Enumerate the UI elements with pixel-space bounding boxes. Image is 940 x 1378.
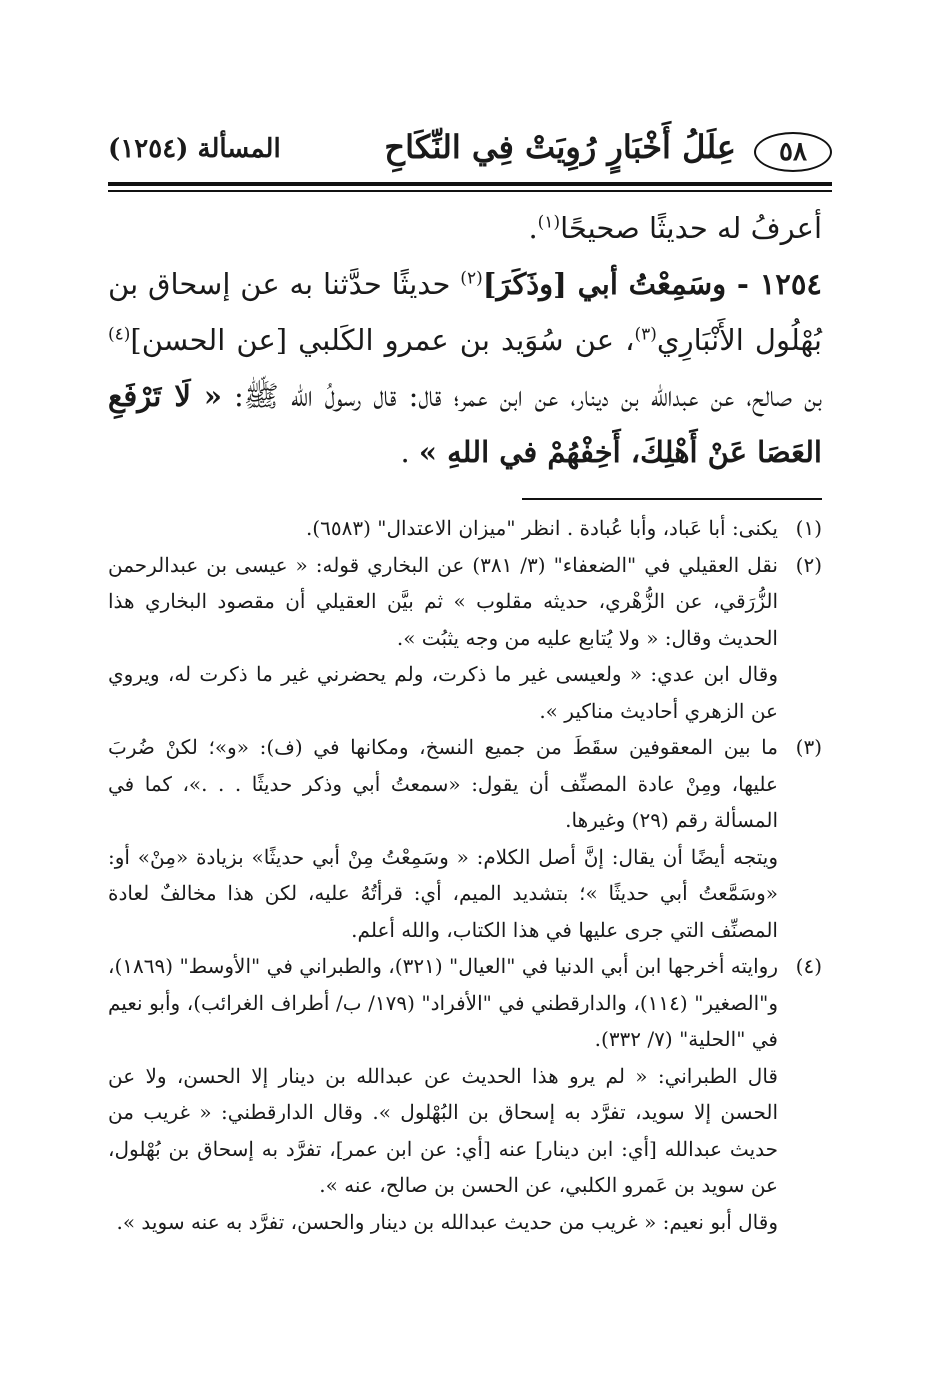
footnote-paragraph: يكنى: أبا عَباد، وأبا عُبادة . انظر "ميزان الاعتدال" (٦٥٨٣).	[305, 516, 778, 540]
footnote-paragraph: ما بين المعقوفين سقَطَ من جميع النسخ، ومكانها في (ف): «و»؛ لكنْ ضُربَ عليها، ومِنْ عادة المصنِّف أن يقول: «سمعتُ أبي وذكر حديثًا . . .»، كما في المسألة رقم (٢٩) وغيرها.	[108, 735, 778, 832]
issue-paragraph	[108, 256, 822, 480]
footnote-number: (١)	[795, 516, 822, 540]
footnote-ref-2: (٢)	[460, 268, 483, 289]
page-number: ٥٨	[779, 137, 807, 167]
hadith-text: « لَا تَرْفَعِ العَصَا عَنْ أَهْلِكَ، أَخِفْهُمْ في اللهِ »	[108, 379, 822, 469]
footnote-4	[108, 948, 822, 1240]
header-rule-thin	[108, 190, 832, 192]
header-rule-thick	[108, 182, 832, 186]
previous-issue-ending	[108, 200, 822, 256]
footnote-3	[108, 729, 822, 948]
footnote-1	[108, 510, 822, 547]
issue-text-1: حديثًا حدَّثنا به عن إسحاق بن بُهْلُول الأَنْبَارِي	[108, 267, 822, 357]
footnote-body	[108, 510, 778, 547]
previous-ending-text: أعرفُ له حديثًا صحيحًا	[560, 211, 822, 245]
issue-end: .	[400, 435, 419, 469]
footnote-paragraph: روايته أخرجها ابن أبي الدنيا في "العيال" (٣٢١)، والطبراني في "الأوسط" (١٨٦٩)، و"الصغير" (١١٤)، والدارقطني في "الأفراد" (١٧٩/ ب/ أطراف الغرائب)، وأبو نعيم في "الحلية" (٧/ ٣٣٢).	[108, 954, 779, 1051]
issue-lead: ١٢٥٤ - وسَمِعْتُ أبي [وذَكَرَ]	[482, 267, 822, 301]
issue-label: المسألة (١٢٥٤)	[108, 134, 281, 164]
footnote-paragraph: ويتجه أيضًا أن يقال: إنَّ أصل الكلام: « وسَمِعْتُ مِنْ أبي حديثًا» بزيادة «مِنْ» أو: «وسَمَّعتُ أبي حديثًا »؛ بتشديد الميم، أي: قرأتُهُ عليه، لكن هذا مخالفٌ لعادة المصنِّف التي جرى عليها في هذا الكتاب، والله أعلم.	[108, 844, 778, 942]
issue-text-3: بن صالح، عن عبدالله بن دينار، عن ابن عمر؛ قال: قال رسولُ الله ﷺ:	[221, 379, 822, 413]
book-title: عِلَلُ أَخْبَارٍ رُوِيَتْ فِي النِّكَاحِ	[384, 128, 736, 166]
footnote-number: (٣)	[795, 735, 822, 759]
footnote-paragraph: وقال أبو نعيم: « غريب من حديث عبدالله بن دينار والحسن، تفرَّد به عنه سويد ».	[116, 1209, 778, 1234]
footnote-body	[108, 948, 778, 1240]
page-header	[108, 118, 832, 182]
footnote-body	[108, 729, 778, 948]
footnote-ref-1: (١)	[537, 212, 561, 233]
page-number-badge	[754, 132, 832, 172]
footnote-paragraph: قال الطبراني: « لم يرو هذا الحديث عن عبدالله بن دينار إلا الحسن، ولا عن الحسن إلا سويد، تفرَّد به إسحاق بن البُهْلول ». وقال الدارقطني: « غريب من حديث عبدالله [أي: ابن دينار] عنه [أي: عن ابن عمر]، تفرَّد به إسحاق بن بُهْلول، عن سويد بن عَمرو الكلبي، عن الحسن بن صالح، عنه ».	[108, 1063, 778, 1197]
footnote-body	[108, 547, 778, 730]
footnote-number: (٤)	[795, 954, 822, 978]
issue-text-2: ، عن سُوَيد بن عمرو الكَلبي [عن الحسن]	[130, 323, 635, 357]
footnote-separator	[522, 498, 822, 500]
footnote-2	[108, 547, 822, 730]
footnotes	[108, 510, 822, 1240]
footnote-ref-3: (٣)	[634, 324, 657, 345]
previous-ending-period: .	[528, 211, 538, 245]
footnote-number: (٢)	[795, 552, 822, 577]
footnote-paragraph: وقال ابن عدي: « ولعيسى غير ما ذكرت، ولم يحضرني غير ما ذكرت له، ويروي عن الزهري أحاديث مناكير ».	[108, 662, 778, 723]
footnote-paragraph: نقل العقيلي في "الضعفاء" (٣/ ٣٨١) عن البخاري قوله: « عيسى بن عبدالرحمن الزُّرَقي، عن الزُّهْري، حديثه مقلوب » ثم بيَّن العقيلي أن مقصود البخاري هذا الحديث وقال: « ولا يُتابع عليه من وجه يثبُت ».	[108, 552, 778, 650]
main-text	[108, 200, 822, 480]
footnote-ref-4: (٤)	[108, 324, 131, 345]
